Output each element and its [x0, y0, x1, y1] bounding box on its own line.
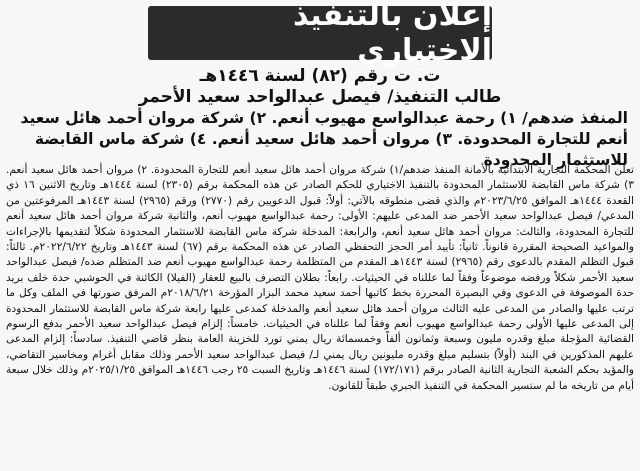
case-number-line: ت. ت رقم (٨٢) لسنة ١٤٤٦هـ — [199, 66, 441, 86]
notice-headings — [8, 66, 632, 171]
respondents-line: المنفذ ضدهم/ ١) رحمة عبدالواسع مهيوب أنعم. ٢) شركة مروان أحمد هائل سعيد أنعم للتجارة المحدودة. ٣) مروان أحمد هائل سعيد أنعم. ٤) شركة ماس القابضة للاستثمار المحدودة — [20, 109, 628, 169]
notice-body-text: تعلن المحكمة التجارية الابتدائية بالأمانة المنفذ ضدهم/١) شركة مروان أحمد هائل سعيد أنعم للتجارة المحدودة. ٢) مروان أحمد هائل سعيد أنعم. ٣) شركة ماس القابضة للاستثمار المحدودة بالتنفيذ الاختياري للحكم الصادر عن هذه المحكمة برقم (٢٣٠٥) لسنة ١٤٤٤هـ وتاريخ الاثنين ١٦ ذي القعدة ١٤٤٤هـ الموافق ٢٠٢٣/٦/٢٥م والذي قضى منطوقه بالآتي: أولاً: قبول الدعويين رقم (٢٧٧٠) ورقم (٢٩٦٥) لسنة ١٤٤٣هـ المرفوعتين من المدعي/ فيصل عبدالواحد سعيد الأحمر ضد المدعى عليهم: الأولى: رحمة عبدالواسع مهيوب أنعم، والثانية شركة مروان أحمد هائل سعيد أنعم للتجارة المحدودة، والثالث: مروان أحمد هائل سعيد أنعم، والرابعة: المدخلة شركة ماس القابضة للاستثمار المحدودة شكلاً لتقديمها بالإجراءات والمواعيد الصحيحة المقررة قانوناً. ثانياً: تأييد أمر الحجز التحفظي الصادر عن هذه المحكمة برقم (٦٧) لسنة ١٤٤٣هـ وتاريخ ٢٠٢٢/٦/٢٢م. ثالثاً: قبول التظلم المقدم بالدعوى رقم (٢٩٦٥) لسنة ١٤٤٣هـ المقدم من المتظلمة رحمة عبدالواسع مهيوب أنعم ضد المتظلم ضده/ فيصل عبدالواحد سعيد الأحمر شكلاً ورفضه موضوعاً وفقاً لما عللناه في الحيثيات. رابعاً: بطلان التصرف بالبيع للعقار (الفيلا) الكائنة في الحوشبي حدة خلف بريد حدة الموصوفة في الدعوى وفي البصيرة المحررة بخط كاتبها أحمد سعيد محمد البزار المؤرخة ٢٠١٨/٦/٢١م المرفق صورتها في الملف وكل ما ترتب عليها والصادر من المدعى عليه الثالث مروان أحمد هائل سعيد أنعم والمدخلة كمدعى عليها رابعة شركة ماس القابضة للاستثمار المحدودة إلى المدعى عليها الأولى رحمة عبدالواسع مهيوب أنعم وفقاً لما عللناه في الحيثيات. خامساً: إلزام فيصل عبدالواحد سعيد الأحمر بدفع الرسوم القضائية المؤجلة مبلغ وقدره مليون وسبعة وثمانون ألفاً وخمسمائة ريال يمني تورد للخزينة العامة بنظر قاضي التنفيذ. سادساً: إلزام المدعى عليهم المذكورين في البند (أولاً) بتسليم مبلغ وقدره مليونين ريال يمني لـ/ فيصل عبدالواحد سعيد الأحمر وذلك مقابل أغرام ومخاسير التقاضي، والمؤيد بحكم الشعبة التجارية الثانية الصادر برقم (١٧٢/١٧١) لسنة ١٤٤٦هـ وتاريخ السبت ٢٥ رجب ١٤٤٦هـ الموافق ٢٠٢٥/١/٢٥م وذلك خلال سبعة أيام من تاريخه ما لم ستسير المحكمة في التنفيذ الجبري طبقاً للقانون. — [6, 164, 634, 392]
notice-body — [6, 163, 634, 394]
notice-title: إعلان بالتنفيذ الاختياري — [148, 6, 492, 60]
requester-line: طالب التنفيذ/ فيصل عبدالواحد سعيد الأحمر — [138, 87, 502, 107]
